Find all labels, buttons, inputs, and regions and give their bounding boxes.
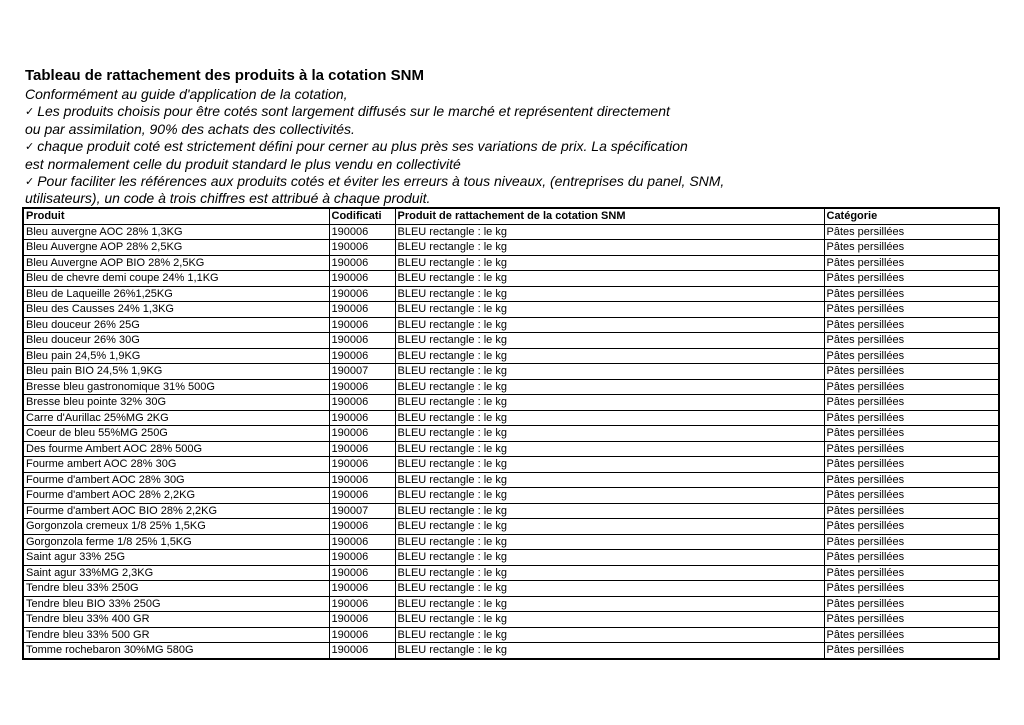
cell-categorie: Pâtes persillées (824, 379, 999, 395)
cell-produit: Gorgonzola cremeux 1/8 25% 1,5KG (23, 519, 329, 535)
cell-produit: Fourme d'ambert AOC 28% 2,2KG (23, 488, 329, 504)
cell-produit: Bresse bleu gastronomique 31% 500G (23, 379, 329, 395)
cell-produit: Bleu auvergne AOC 28% 1,3KG (23, 224, 329, 240)
cell-produit: Bleu douceur 26% 30G (23, 333, 329, 349)
cell-codification: 190006 (329, 240, 395, 256)
table-row (23, 379, 999, 395)
cell-produit-rattachement: BLEU rectangle : le kg (395, 395, 824, 411)
cell-codification: 190006 (329, 395, 395, 411)
cell-produit-rattachement: BLEU rectangle : le kg (395, 503, 824, 519)
cell-categorie: Pâtes persillées (824, 612, 999, 628)
cell-produit-rattachement: BLEU rectangle : le kg (395, 255, 824, 271)
table-row (23, 348, 999, 364)
table-row (23, 519, 999, 535)
cell-categorie: Pâtes persillées (824, 286, 999, 302)
cell-produit: Fourme d'ambert AOC 28% 30G (23, 472, 329, 488)
cell-produit: Des fourme Ambert AOC 28% 500G (23, 441, 329, 457)
cell-produit: Saint agur 33% 25G (23, 550, 329, 566)
table-row (23, 426, 999, 442)
cell-codification: 190007 (329, 364, 395, 380)
table-row (23, 627, 999, 643)
cell-produit: Bleu pain 24,5% 1,9KG (23, 348, 329, 364)
cell-codification: 190006 (329, 224, 395, 240)
table-row (23, 581, 999, 597)
cell-codification: 190006 (329, 410, 395, 426)
checkmark-icon: ✓ (25, 175, 35, 188)
cell-produit-rattachement: BLEU rectangle : le kg (395, 612, 824, 628)
cell-categorie: Pâtes persillées (824, 565, 999, 581)
checkmark-icon: ✓ (25, 106, 35, 119)
cell-produit-rattachement: BLEU rectangle : le kg (395, 457, 824, 473)
cell-produit: Tendre bleu 33% 250G (23, 581, 329, 597)
cell-categorie: Pâtes persillées (824, 224, 999, 240)
table-row (23, 224, 999, 240)
table-row (23, 317, 999, 333)
cell-produit: Bresse bleu pointe 32% 30G (23, 395, 329, 411)
table-row (23, 612, 999, 628)
column-header-produit: Produit (23, 208, 329, 224)
cell-produit-rattachement: BLEU rectangle : le kg (395, 550, 824, 566)
cell-codification: 190006 (329, 534, 395, 550)
table-row (23, 565, 999, 581)
cell-produit-rattachement: BLEU rectangle : le kg (395, 643, 824, 659)
cell-codification: 190006 (329, 565, 395, 581)
cell-produit-rattachement: BLEU rectangle : le kg (395, 426, 824, 442)
cell-codification: 190006 (329, 333, 395, 349)
intro-line (25, 138, 1015, 155)
cell-produit: Bleu de chevre demi coupe 24% 1,1KG (23, 271, 329, 287)
intro-line (25, 173, 1015, 190)
cell-codification: 190006 (329, 596, 395, 612)
cell-produit-rattachement: BLEU rectangle : le kg (395, 364, 824, 380)
cell-categorie: Pâtes persillées (824, 348, 999, 364)
cell-codification: 190006 (329, 627, 395, 643)
cell-produit-rattachement: BLEU rectangle : le kg (395, 488, 824, 504)
intro-line-text: ou par assimilation, 90% des achats des collectivités. (25, 120, 355, 137)
cell-produit-rattachement: BLEU rectangle : le kg (395, 302, 824, 318)
cell-produit-rattachement: BLEU rectangle : le kg (395, 271, 824, 287)
cell-codification: 190006 (329, 255, 395, 271)
cell-produit-rattachement: BLEU rectangle : le kg (395, 581, 824, 597)
intro-line-text: est normalement celle du produit standard le plus vendu en collectivité (25, 155, 461, 172)
cell-produit-rattachement: BLEU rectangle : le kg (395, 224, 824, 240)
table-row (23, 255, 999, 271)
cell-produit: Gorgonzola ferme 1/8 25% 1,5KG (23, 534, 329, 550)
cell-categorie: Pâtes persillées (824, 488, 999, 504)
cell-produit: Bleu de Laqueille 26%1,25KG (23, 286, 329, 302)
cell-produit-rattachement: BLEU rectangle : le kg (395, 441, 824, 457)
cell-produit-rattachement: BLEU rectangle : le kg (395, 519, 824, 535)
cell-categorie: Pâtes persillées (824, 643, 999, 659)
cell-categorie: Pâtes persillées (824, 302, 999, 318)
cell-codification: 190006 (329, 488, 395, 504)
cell-produit: Bleu des Causses 24% 1,3KG (23, 302, 329, 318)
cell-categorie: Pâtes persillées (824, 255, 999, 271)
table-row (23, 643, 999, 659)
cell-produit: Bleu Auvergne AOP 28% 2,5KG (23, 240, 329, 256)
cell-produit-rattachement: BLEU rectangle : le kg (395, 240, 824, 256)
cell-codification: 190006 (329, 643, 395, 659)
table-row (23, 410, 999, 426)
cell-categorie: Pâtes persillées (824, 395, 999, 411)
cell-categorie: Pâtes persillées (824, 534, 999, 550)
cell-produit: Fourme d'ambert AOC BIO 28% 2,2KG (23, 503, 329, 519)
table-row (23, 457, 999, 473)
table-row (23, 472, 999, 488)
intro-line-text: chaque produit coté est strictement défini pour cerner au plus près ses variations de prix. La spécification (37, 138, 688, 155)
cell-produit-rattachement: BLEU rectangle : le kg (395, 627, 824, 643)
intro-line (25, 86, 1015, 103)
cell-codification: 190006 (329, 379, 395, 395)
cell-produit: Carre d'Aurillac 25%MG 2KG (23, 410, 329, 426)
cell-categorie: Pâtes persillées (824, 550, 999, 566)
cell-produit-rattachement: BLEU rectangle : le kg (395, 379, 824, 395)
cell-categorie: Pâtes persillées (824, 596, 999, 612)
cell-produit-rattachement: BLEU rectangle : le kg (395, 317, 824, 333)
cell-produit-rattachement: BLEU rectangle : le kg (395, 286, 824, 302)
cell-categorie: Pâtes persillées (824, 441, 999, 457)
cell-categorie: Pâtes persillées (824, 426, 999, 442)
table-row (23, 550, 999, 566)
cell-categorie: Pâtes persillées (824, 472, 999, 488)
column-header-categorie: Catégorie (824, 208, 999, 224)
cell-categorie: Pâtes persillées (824, 410, 999, 426)
cell-categorie: Pâtes persillées (824, 627, 999, 643)
table-row (23, 596, 999, 612)
cell-codification: 190006 (329, 612, 395, 628)
intro-line (25, 103, 1015, 120)
cell-codification: 190006 (329, 317, 395, 333)
cell-categorie: Pâtes persillées (824, 317, 999, 333)
cell-codification: 190006 (329, 441, 395, 457)
table-row (23, 240, 999, 256)
cell-categorie: Pâtes persillées (824, 503, 999, 519)
table-row (23, 488, 999, 504)
product-table (22, 207, 1000, 660)
intro-line (25, 121, 1015, 138)
table-row (23, 395, 999, 411)
cell-codification: 190006 (329, 550, 395, 566)
page-title: Tableau de rattachement des produits à la cotation SNM (25, 67, 424, 84)
intro-line (25, 156, 1015, 173)
cell-produit: Tendre bleu 33% 400 GR (23, 612, 329, 628)
intro-line-text: utilisateurs), un code à trois chiffres est attribué à chaque produit. (25, 190, 431, 207)
cell-produit-rattachement: BLEU rectangle : le kg (395, 472, 824, 488)
cell-produit: Coeur de bleu 55%MG 250G (23, 426, 329, 442)
cell-codification: 190006 (329, 348, 395, 364)
cell-codification: 190006 (329, 271, 395, 287)
cell-produit: Tendre bleu 33% 500 GR (23, 627, 329, 643)
cell-produit-rattachement: BLEU rectangle : le kg (395, 348, 824, 364)
cell-produit-rattachement: BLEU rectangle : le kg (395, 534, 824, 550)
column-header-produit-rattachement: Produit de rattachement de la cotation SNM (395, 208, 824, 224)
intro-line-text: Conformément au guide d'application de la cotation, (25, 86, 348, 102)
checkmark-icon: ✓ (25, 141, 35, 154)
cell-categorie: Pâtes persillées (824, 364, 999, 380)
cell-categorie: Pâtes persillées (824, 271, 999, 287)
cell-produit-rattachement: BLEU rectangle : le kg (395, 565, 824, 581)
cell-produit-rattachement: BLEU rectangle : le kg (395, 333, 824, 349)
cell-codification: 190007 (329, 503, 395, 519)
cell-categorie: Pâtes persillées (824, 457, 999, 473)
cell-codification: 190006 (329, 426, 395, 442)
cell-codification: 190006 (329, 457, 395, 473)
table-row (23, 503, 999, 519)
cell-categorie: Pâtes persillées (824, 333, 999, 349)
cell-produit: Bleu douceur 26% 25G (23, 317, 329, 333)
cell-produit-rattachement: BLEU rectangle : le kg (395, 410, 824, 426)
table-row (23, 364, 999, 380)
cell-codification: 190006 (329, 519, 395, 535)
cell-codification: 190006 (329, 581, 395, 597)
table-header-row (23, 208, 999, 224)
cell-produit-rattachement: BLEU rectangle : le kg (395, 596, 824, 612)
intro-line-text: Pour faciliter les références aux produits cotés et éviter les erreurs à tous niveaux, (entreprises du panel, SNM, (37, 172, 725, 189)
table-row (23, 302, 999, 318)
cell-codification: 190006 (329, 286, 395, 302)
intro-text (25, 86, 1015, 208)
cell-produit: Fourme ambert AOC 28% 30G (23, 457, 329, 473)
column-header-codification: Codificati (329, 208, 395, 224)
intro-line-text: Les produits choisis pour être cotés sont largement diffusés sur le marché et représentent directement (37, 103, 670, 120)
table-row (23, 286, 999, 302)
cell-categorie: Pâtes persillées (824, 240, 999, 256)
cell-codification: 190006 (329, 472, 395, 488)
table-row (23, 271, 999, 287)
cell-categorie: Pâtes persillées (824, 519, 999, 535)
table-row (23, 441, 999, 457)
cell-produit: Bleu Auvergne AOP BIO 28% 2,5KG (23, 255, 329, 271)
cell-produit: Bleu pain BIO 24,5% 1,9KG (23, 364, 329, 380)
intro-line (25, 190, 1015, 207)
table-row (23, 534, 999, 550)
cell-produit: Saint agur 33%MG 2,3KG (23, 565, 329, 581)
cell-categorie: Pâtes persillées (824, 581, 999, 597)
cell-codification: 190006 (329, 302, 395, 318)
table-row (23, 333, 999, 349)
cell-produit: Tendre bleu BIO 33% 250G (23, 596, 329, 612)
cell-produit: Tomme rochebaron 30%MG 580G (23, 643, 329, 659)
